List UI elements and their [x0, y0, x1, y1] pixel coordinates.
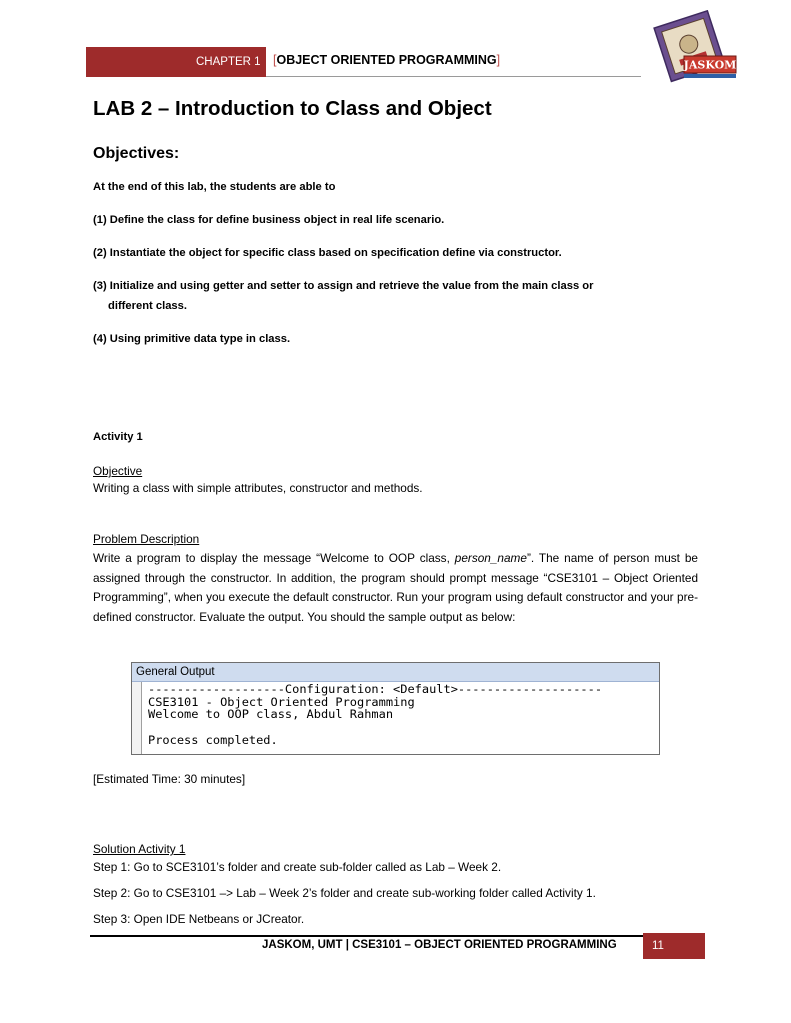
- problem-text-part1: Write a program to display the message “Welcome to OOP class,: [93, 551, 455, 565]
- console-line: -------------------Configuration: <Default>--------------------: [148, 683, 603, 696]
- solution-step: Step 2: Go to CSE3101 –> Lab – Week 2’s folder and create sub-working folder called Activity 1.: [93, 886, 596, 900]
- objective-item: (2) Instantiate the object for specific class based on specification define via constructor.: [93, 247, 562, 259]
- objective-text: Writing a class with simple attributes, constructor and methods.: [93, 481, 423, 495]
- logo-text: JASKOM: [683, 58, 737, 72]
- console-line: CSE3101 - Object Oriented Programming: [148, 695, 415, 709]
- footer-rule: [90, 935, 643, 937]
- objectives-heading: Objectives:: [93, 145, 180, 162]
- header-title: [273, 53, 500, 67]
- general-output-title: General Output: [132, 663, 659, 682]
- objective-item-continued: different class.: [108, 300, 187, 312]
- problem-description: [93, 549, 698, 628]
- console-gutter: [132, 682, 142, 754]
- objective-item: (1) Define the class for define business object in real life scenario.: [93, 214, 445, 226]
- lab-title: LAB 2 – Introduction to Class and Object: [93, 97, 492, 120]
- objectives-intro: At the end of this lab, the students are able to: [93, 181, 336, 193]
- bracket-close: ]: [496, 53, 501, 67]
- solution-step: Step 1: Go to SCE3101’s folder and create sub-folder called as Lab – Week 2.: [93, 860, 502, 874]
- objective-label: Objective: [93, 464, 143, 478]
- console-output: [148, 684, 602, 748]
- estimated-time: [Estimated Time: 30 minutes]: [93, 772, 246, 786]
- activity-heading: Activity 1: [93, 431, 143, 443]
- problem-text-part2: ”. The name of person must be assigned through the constructor. In addition, the program should prompt message “CSE3101 – Object Oriented Programming”, when you execute the default constructor. Run your program using default constructor and your pre-defined constructor. Evaluate the output. You should the sample output as below:: [93, 551, 698, 625]
- solution-step: Step 3: Open IDE Netbeans or JCreator.: [93, 912, 305, 926]
- objective-item: (4) Using primitive data type in class.: [93, 333, 291, 345]
- objective-item: (3) Initialize and using getter and setter to assign and retrieve the value from the main class or: [93, 280, 594, 292]
- bracket-open: [: [273, 53, 277, 67]
- footer-text: JASKOM, UMT | CSE3101 – OBJECT ORIENTED PROGRAMMING: [262, 939, 617, 951]
- console-line: Process completed.: [148, 733, 278, 747]
- page-number: 11: [643, 933, 705, 959]
- problem-text-italic: person_name: [454, 551, 527, 565]
- jaskom-logo: [640, 10, 740, 85]
- console-line: Welcome to OOP class, Abdul Rahman: [148, 708, 394, 722]
- problem-label: Problem Description: [93, 532, 200, 546]
- chapter-label: CHAPTER 1: [196, 56, 261, 68]
- header-title-text: OBJECT ORIENTED PROGRAMMING: [276, 53, 497, 67]
- general-output-window: [131, 662, 660, 755]
- solution-heading: Solution Activity 1: [93, 842, 186, 856]
- header-rule: [266, 76, 641, 77]
